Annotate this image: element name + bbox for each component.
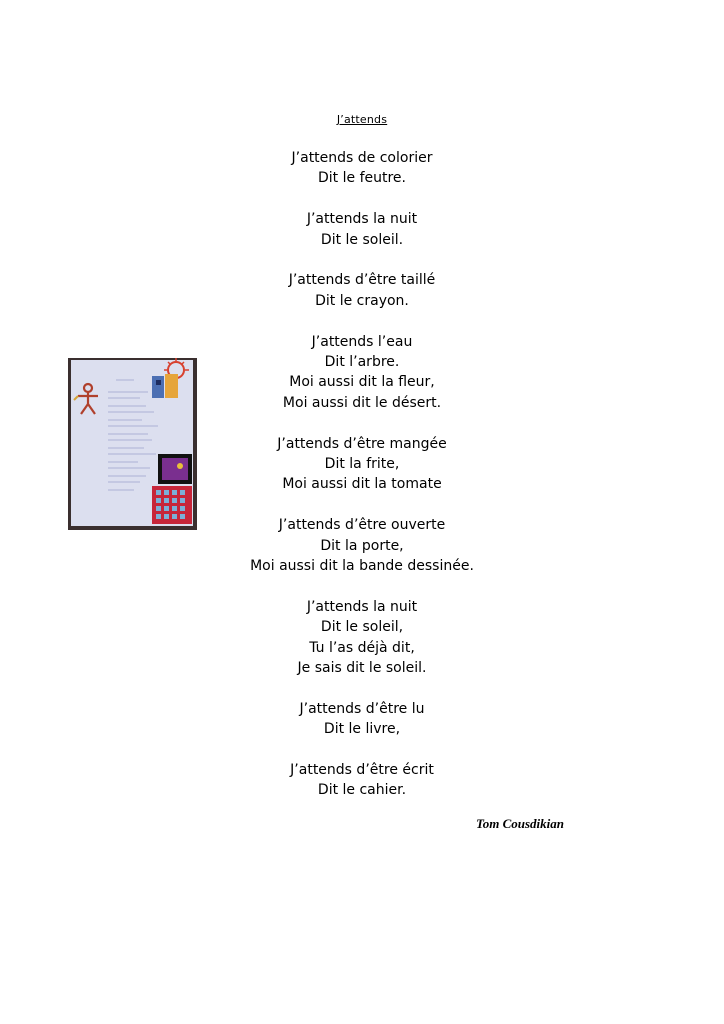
poem-line: Dit le soleil.: [320, 231, 404, 248]
poem-stanza: [200, 332, 524, 414]
poem-body: [200, 148, 524, 821]
poem-line: Dit le cahier.: [317, 782, 407, 799]
poem-line: J’attends de colorier: [291, 150, 433, 166]
poem-stanza: [200, 699, 524, 740]
poem-line: J’attends d’être mangée: [277, 435, 447, 452]
poem-stanza: [200, 760, 524, 801]
poem-line: J’attends d’être lu: [299, 700, 425, 717]
poem-stanza: [200, 209, 524, 250]
poem-line: Dit l’arbre.: [324, 354, 400, 371]
poem-stanza: [200, 434, 524, 495]
poem-stanza: [200, 148, 524, 189]
poem-line: J’attends d’être taillé: [288, 272, 436, 289]
poem-line: Dit la porte,: [320, 537, 404, 554]
poem-line: J’attends d’être écrit: [290, 762, 434, 779]
poem-line: Dit la frite,: [324, 456, 400, 473]
poem-line: J’attends la nuit: [306, 598, 418, 615]
poem-line: Dit le crayon.: [315, 292, 409, 309]
poem-line: Moi aussi dit la bande dessinée.: [250, 558, 474, 575]
drawing-illustration: [68, 358, 197, 530]
poem-stanza: [200, 515, 524, 576]
poem-line: Je sais dit le soleil.: [297, 660, 427, 677]
poem-line: J’attends l’eau: [311, 333, 413, 350]
poem-stanza: [200, 597, 524, 679]
poem-line: Moi aussi dit la fleur,: [289, 374, 435, 391]
poem-line: Dit le feutre.: [318, 170, 406, 187]
poem-line: Moi aussi dit la tomate: [282, 476, 442, 493]
poem-line: J’attends d’être ouverte: [278, 517, 446, 534]
poem-line: Tu l’as déjà dit,: [309, 639, 415, 656]
author-signature: Tom Cousdikian: [475, 816, 564, 831]
drawing-photo: [68, 358, 197, 530]
poem-line: Dit le soleil,: [320, 619, 404, 636]
poem-stanza: [200, 270, 524, 311]
poem-line: J’attends la nuit: [306, 211, 418, 228]
poem-title: J’attends: [336, 113, 388, 126]
poem-line: Moi aussi dit le désert.: [282, 394, 442, 411]
poem-line: Dit le livre,: [323, 721, 401, 738]
